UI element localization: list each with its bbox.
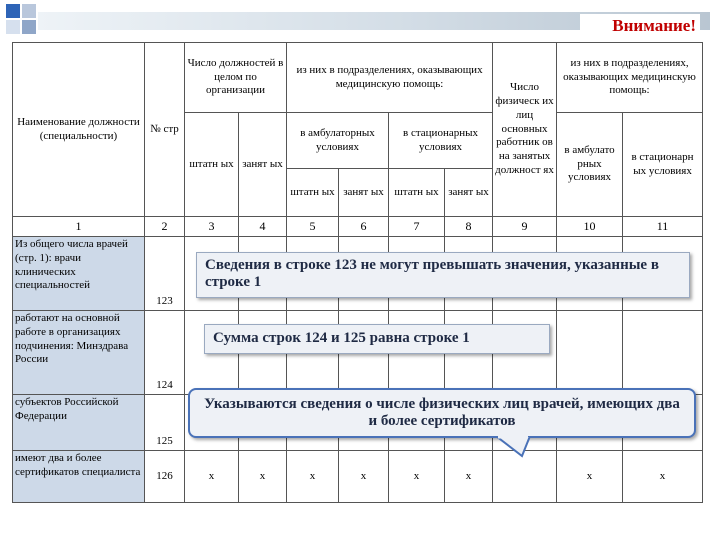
- col-number: 6: [339, 217, 389, 237]
- cell-x: х: [445, 451, 493, 503]
- decor-square-3: [6, 20, 20, 34]
- col-number: 8: [445, 217, 493, 237]
- col-header-outpatient2: в амбулато рных условиях: [557, 113, 623, 217]
- col-number: 11: [623, 217, 703, 237]
- col-number: 2: [145, 217, 185, 237]
- decor-square-2: [22, 4, 36, 18]
- row-number: 124: [145, 311, 185, 395]
- cell-x: х: [389, 451, 445, 503]
- cell-x: х: [623, 451, 703, 503]
- col-header-total: Число должностей в целом по организации: [185, 43, 287, 113]
- row-name: Из общего числа врачей (стр. 1): врачи клинических специальностей: [13, 237, 145, 311]
- col-header-of-them: из них в подразделениях, оказывающих медицинскую помощь:: [557, 43, 703, 113]
- decor-square-1: [6, 4, 20, 18]
- col-header-staff: штатн ых: [185, 113, 239, 217]
- col-header-inpatient: в стационарных условиях: [389, 113, 493, 169]
- cell-x: х: [287, 451, 339, 503]
- col-number: 9: [493, 217, 557, 237]
- col-header-inpatient2: в стационарн ых условиях: [623, 113, 703, 217]
- col-header-occupied2: занят ых: [339, 169, 389, 217]
- col-header-occupied3: занят ых: [445, 169, 493, 217]
- col-header-in-units: из них в подразделениях, оказывающих медицинскую помощь:: [287, 43, 493, 113]
- col-header-staff3: штатн ых: [389, 169, 445, 217]
- col-number: 1: [13, 217, 145, 237]
- cell-x: х: [557, 451, 623, 503]
- row-number: 125: [145, 395, 185, 451]
- col-number: 5: [287, 217, 339, 237]
- col-header-staff2: штатн ых: [287, 169, 339, 217]
- row-name: имеют два и более сертификатов специалиста: [13, 451, 145, 503]
- callout-pointer: [494, 436, 534, 460]
- col-number: 3: [185, 217, 239, 237]
- row-number: 126: [145, 451, 185, 503]
- col-header-row-no: № стр: [145, 43, 185, 217]
- cell-x: х: [239, 451, 287, 503]
- decor-square-4: [22, 20, 36, 34]
- col-number: 10: [557, 217, 623, 237]
- cell-x: х: [185, 451, 239, 503]
- row-number: 123: [145, 237, 185, 311]
- col-number: 4: [239, 217, 287, 237]
- callout-certificates-note: Указываются сведения о числе физических лиц врачей, имеющих два и более сертификатов: [188, 388, 696, 438]
- callout-row-123-note: Сведения в строке 123 не могут превышать значения, указанные в строке 1: [196, 252, 690, 298]
- row-name: работают на основной работе в организациях подчинения: Минздрава России: [13, 311, 145, 395]
- col-header-outpatient: в амбулаторных условиях: [287, 113, 389, 169]
- table-row: [13, 451, 703, 503]
- cell-x: х: [339, 451, 389, 503]
- col-header-physical: Число физическ их лиц основных работник ов на занятых должност ях: [493, 43, 557, 217]
- page-title: Внимание!: [580, 14, 700, 38]
- col-header-occupied: занят ых: [239, 113, 287, 217]
- row-name: субъектов Российской Федерации: [13, 395, 145, 451]
- col-header-name: Наименование должности (специальности): [13, 43, 145, 217]
- col-number: 7: [389, 217, 445, 237]
- callout-sum-note: Сумма строк 124 и 125 равна строке 1: [204, 324, 550, 354]
